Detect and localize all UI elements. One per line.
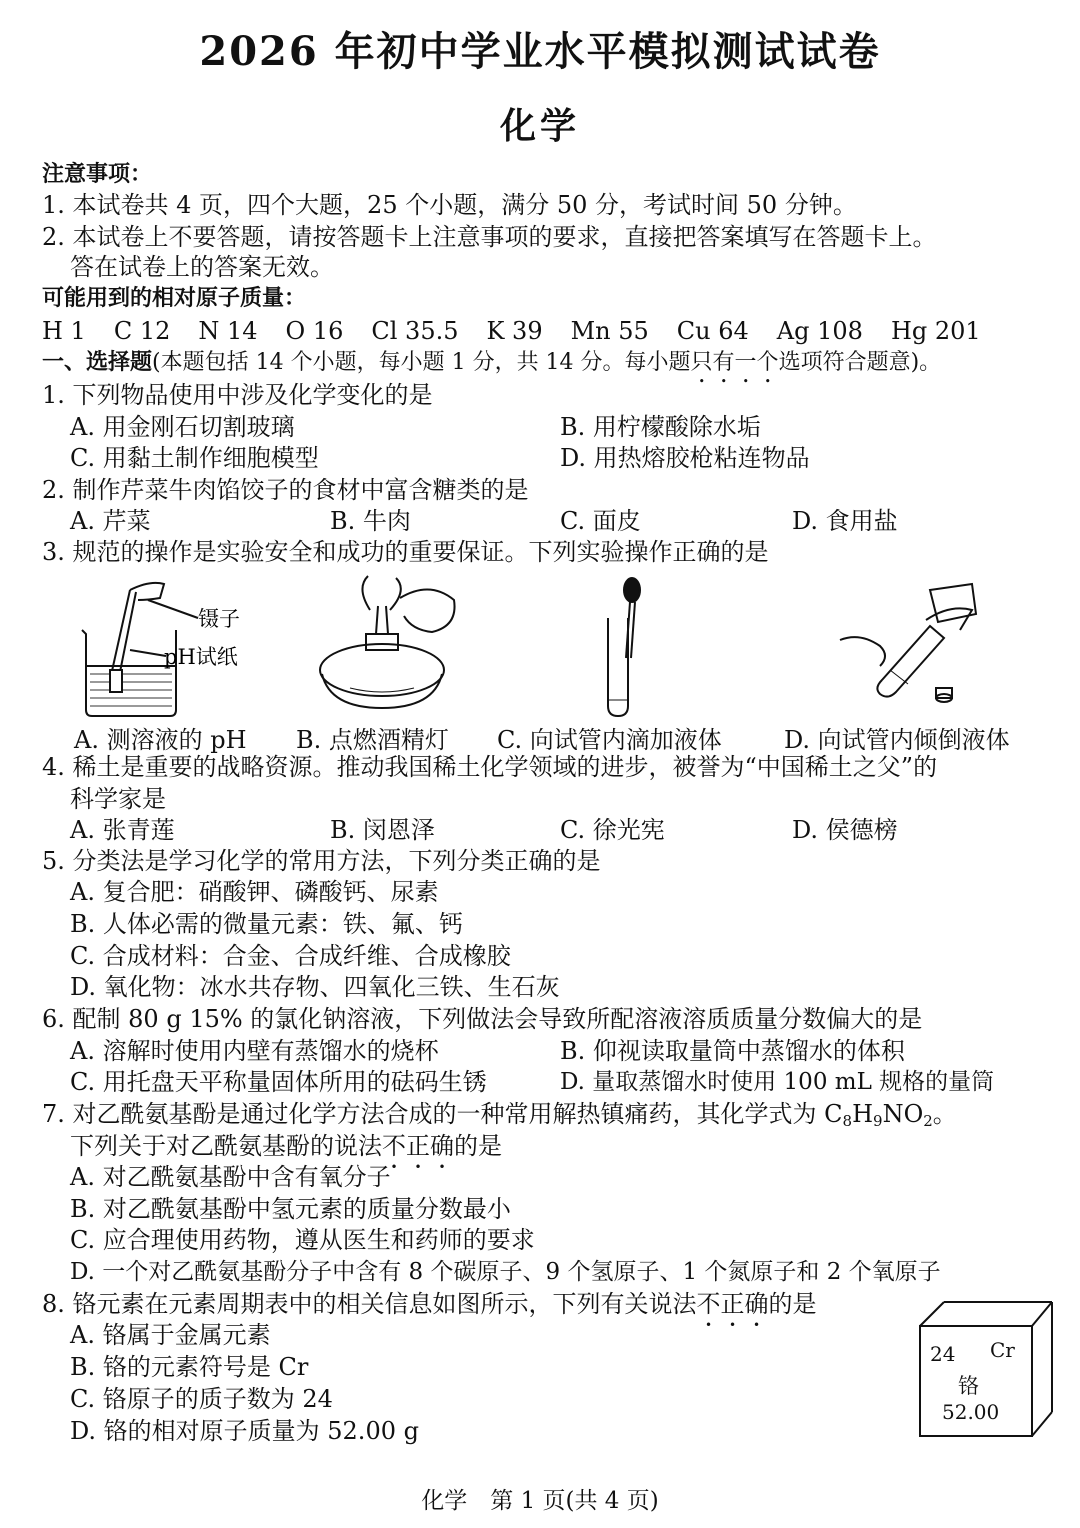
q6-option-c: C. 用托盘天平称量固体所用的砝码生锈 xyxy=(70,1068,487,1096)
atomic-mass-list xyxy=(42,316,1009,346)
ph-paper-label: pH试纸 xyxy=(164,645,238,669)
atomic-mass-value: H 1 xyxy=(42,317,86,345)
q8-stem-text: 8. 铬元素在元素周期表中的相关信息如图所示，下列有关说法 xyxy=(42,1290,697,1318)
section-1-note: (本题包括 14 个小题，每小题 1 分，共 14 分。每小题 xyxy=(152,350,691,375)
atomic-mass-value: Hg 201 xyxy=(890,317,981,345)
q7-stem2-text: 下列关于对乙酰氨基酚的说法 xyxy=(70,1132,382,1160)
page-footer: 化学 第 1 页(共 4 页) xyxy=(421,1488,659,1514)
atomic-mass-value: Ag 108 xyxy=(776,317,863,345)
q6-option-a: A. 溶解时使用内壁有蒸馏水的烧杯 xyxy=(70,1037,439,1065)
q6-option-d: D. 量取蒸馏水时使用 100 mL 规格的量筒 xyxy=(560,1069,995,1095)
q5-stem: 5. 分类法是学习化学的常用方法，下列分类正确的是 xyxy=(42,847,601,875)
section-1-emphasis: 只有一个 xyxy=(690,350,779,375)
q3-option-c: C. 向试管内滴加液体 xyxy=(497,726,722,754)
q8-option-a: A. 铬属于金属元素 xyxy=(70,1321,271,1349)
formula-h: H xyxy=(852,1100,874,1128)
element-name: 铬 xyxy=(958,1374,979,1398)
notice-heading: 注意事项： xyxy=(42,162,153,187)
dropper-test-tube-figure xyxy=(608,578,640,716)
section-1-note-end: 选项符合题意)。 xyxy=(778,350,942,375)
q3-option-a: A. 测溶液的 pH xyxy=(74,726,247,754)
q7-stem-end: 。 xyxy=(932,1100,957,1128)
section-1-title: 一、选择题 xyxy=(42,350,153,375)
q1-option-c: C. 用黏土制作细胞模型 xyxy=(70,444,319,472)
subject-title: 化学 xyxy=(499,105,580,147)
q3-illustrations xyxy=(60,570,1060,720)
formula-sub: 8 xyxy=(842,1112,853,1130)
formula-sub: 9 xyxy=(873,1112,883,1130)
q2-option-b: B. 牛肉 xyxy=(330,507,411,535)
q7-option-d: D. 一个对乙酰氨基酚分子中含有 8 个碳原子、9 个氢原子、1 个氮原子和 2 个氧原子 xyxy=(70,1259,941,1285)
q1-stem: 1. 下列物品使用中涉及化学变化的是 xyxy=(42,381,433,409)
q6-stem: 6. 配制 80 g 15% 的氯化钠溶液，下列做法会导致所配溶液溶质质量分数偏大的是 xyxy=(42,1005,923,1033)
notice-item-2: 2. 本试卷上不要答题，请按答题卡上注意事项的要求，直接把答案填写在答题卡上。 xyxy=(42,223,937,251)
atomic-mass-value: Mn 55 xyxy=(570,317,649,345)
atomic-mass-value: C 12 xyxy=(113,317,171,345)
q7-option-c: C. 应合理使用药物，遵从医生和药师的要求 xyxy=(70,1226,535,1254)
q7-stem-text: 7. 对乙酰氨基酚是通过化学方法合成的一种常用解热镇痛药，其化学式为 xyxy=(42,1100,825,1128)
q8-stem-end: 的是 xyxy=(768,1290,817,1318)
q4-stem-cont: 科学家是 xyxy=(70,785,166,813)
element-atomic-mass: 52.00 xyxy=(942,1400,1000,1424)
q5-option-c: C. 合成材料：合金、合成纤维、合成橡胶 xyxy=(70,942,511,970)
q4-option-a: A. 张青莲 xyxy=(70,816,175,844)
notice-item-1: 1. 本试卷共 4 页，四个大题，25 个小题，满分 50 分，考试时间 50 分钟。 xyxy=(42,191,857,219)
element-card-chromium xyxy=(918,1300,1056,1440)
q1-option-a: A. 用金刚石切割玻璃 xyxy=(70,413,295,441)
q1-option-d: D. 用热熔胶枪粘连物品 xyxy=(560,444,810,472)
q5-option-d: D. 氧化物：冰水共存物、四氧化三铁、生石灰 xyxy=(70,973,560,1001)
q7-formula xyxy=(824,1100,933,1128)
q3-option-b: B. 点燃酒精灯 xyxy=(296,726,449,754)
q4-option-d: D. 侯德榜 xyxy=(792,816,898,844)
q8-option-b: B. 铬的元素符号是 Cr xyxy=(70,1353,309,1381)
formula-sub: 2 xyxy=(923,1112,933,1130)
q7-option-b: B. 对乙酰氨基酚中氢元素的质量分数最小 xyxy=(70,1195,511,1223)
q2-option-c: C. 面皮 xyxy=(560,507,641,535)
notice-item-2-cont: 答在试卷上的答案无效。 xyxy=(70,253,334,281)
atomic-mass-value: K 39 xyxy=(486,317,543,345)
q4-option-c: C. 徐光宪 xyxy=(560,816,665,844)
q7-emphasis: 不正确 xyxy=(382,1132,454,1160)
element-symbol: Cr xyxy=(990,1338,1015,1362)
q7-option-a: A. 对乙酰氨基酚中含有氧分子 xyxy=(70,1163,391,1191)
element-atomic-number: 24 xyxy=(930,1342,956,1366)
pouring-liquid-figure xyxy=(840,584,976,702)
q4-stem: 4. 稀土是重要的战略资源。推动我国稀土化学领域的进步，被誉为“中国稀土之父”的 xyxy=(42,753,938,781)
q8-option-c: C. 铬原子的质子数为 24 xyxy=(70,1385,333,1413)
q5-option-b: B. 人体必需的微量元素：铁、氟、钙 xyxy=(70,910,463,938)
q6-option-b: B. 仰视读取量筒中蒸馏水的体积 xyxy=(560,1037,905,1065)
q2-option-a: A. 芹菜 xyxy=(70,507,151,535)
alcohol-lamp-figure xyxy=(320,576,455,708)
atomic-mass-value: O 16 xyxy=(285,317,344,345)
q2-stem: 2. 制作芹菜牛肉馅饺子的食材中富含糖类的是 xyxy=(42,476,529,504)
atomic-mass-value: Cl 35.5 xyxy=(371,317,459,345)
q1-option-b: B. 用柠檬酸除水垢 xyxy=(560,413,761,441)
q7-stem2-end: 的是 xyxy=(454,1132,502,1160)
q3-stem: 3. 规范的操作是实验安全和成功的重要保证。下列实验操作正确的是 xyxy=(42,538,769,566)
atomic-mass-value: N 14 xyxy=(198,317,258,345)
atomic-mass-value: Cu 64 xyxy=(676,317,749,345)
q8-option-d: D. 铬的相对原子质量为 52.00 g xyxy=(70,1417,419,1445)
formula-no: NO xyxy=(882,1100,924,1128)
q5-option-a: A. 复合肥：硝酸钾、磷酸钙、尿素 xyxy=(70,878,439,906)
q2-option-d: D. 食用盐 xyxy=(792,507,898,535)
exam-title: 2026 年初中学业水平模拟测试试卷 xyxy=(199,28,881,75)
tweezers-label: 镊子 xyxy=(198,607,240,631)
q8-emphasis: 不正确 xyxy=(696,1290,769,1318)
formula-c: C xyxy=(824,1100,843,1128)
q4-option-b: B. 闵恩泽 xyxy=(330,816,435,844)
q3-option-d: D. 向试管内倾倒液体 xyxy=(784,726,1010,754)
atomic-mass-heading: 可能用到的相对原子质量： xyxy=(42,286,307,311)
